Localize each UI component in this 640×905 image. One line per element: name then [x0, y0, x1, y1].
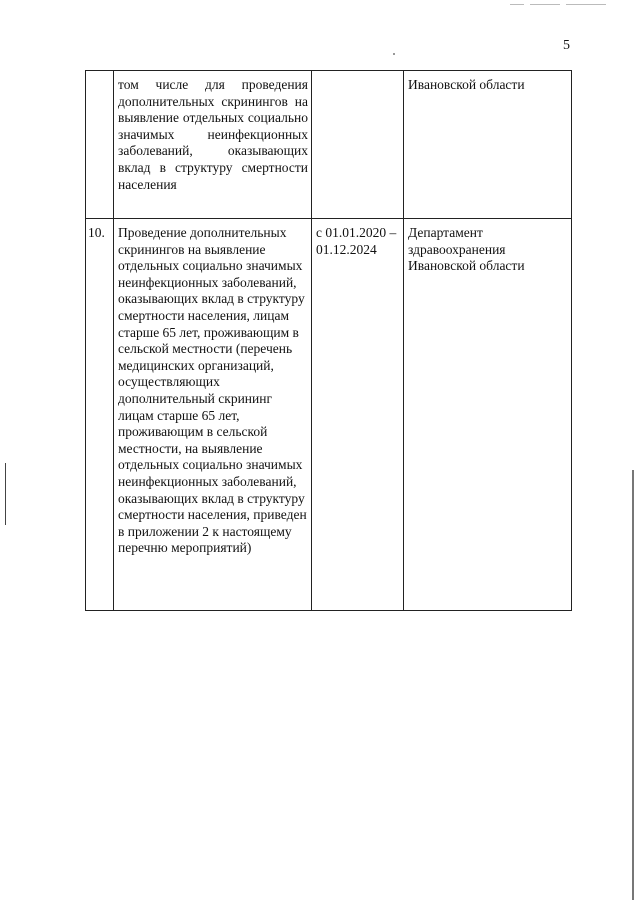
scan-artifact-speck: [393, 53, 395, 55]
scan-artifact-dash: [510, 4, 524, 5]
measure-description-cell: том числе для проведения дополнительных скринингов на выявление отдельных социально значимых неинфекционных заболеваний, оказывающих вклад в структуру смертности населения: [114, 71, 312, 219]
row-number-cell: [86, 71, 114, 219]
scan-edge-mark: [632, 470, 634, 900]
row-number-cell: 10.: [86, 219, 114, 611]
measures-table: [85, 70, 572, 611]
scan-edge-mark: [5, 463, 6, 525]
scan-artifact-dash: [566, 4, 606, 5]
responsible-cell: Ивановской области: [404, 71, 572, 219]
measure-description-cell: Проведение дополнительных скринингов на выявление отдельных социально значимых неинфекционных заболеваний, оказывающих вклад в структуру смертности населения, лицам старше 65 лет, проживающим в сельской местности (перечень медицинских организаций, осуществляющих дополнительный скрининг лицам старше 65 лет, проживающим в сельской местности, на выявление отдельных социально значимых неинфекционных заболеваний, оказывающих вклад в структуру смертности населения, приведен в приложении 2 к настоящему перечню мероприятий): [114, 219, 312, 611]
page-number: 5: [563, 38, 570, 53]
period-cell: с 01.01.2020 – 01.12.2024: [312, 219, 404, 611]
table-row: [86, 71, 572, 219]
period-cell: [312, 71, 404, 219]
table-row: [86, 219, 572, 611]
responsible-cell: Департамент здравоохранения Ивановской области: [404, 219, 572, 611]
scan-artifact-dash: [530, 4, 560, 5]
